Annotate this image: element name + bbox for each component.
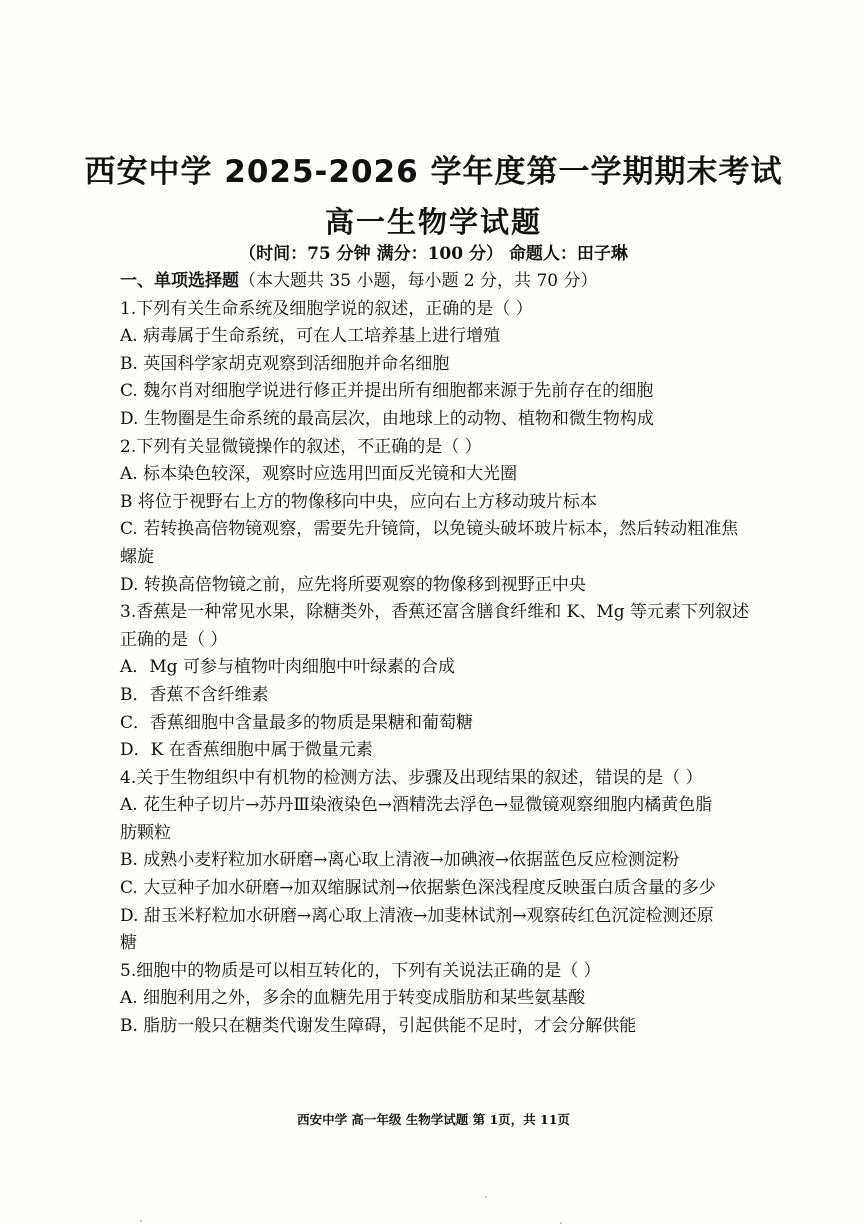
text-line: C. 大豆种子加水研磨→加双缩脲试剂→依据紫色深浅程度反映蛋白质含量的多少 bbox=[120, 878, 716, 899]
text-line: D. 生物圈是生命系统的最高层次，由地球上的动物、植物和微生物构成 bbox=[120, 408, 654, 429]
text-line: 螺旋 bbox=[120, 546, 154, 567]
text-line: 肪颗粒 bbox=[120, 822, 171, 843]
question-content bbox=[120, 268, 770, 1041]
text-line: 3.香蕉是一种常见水果，除糖类外，香蕉还富含膳食纤维和 K、Mg 等元素下列叙述 bbox=[120, 602, 750, 623]
text-line: 4.关于生物组织中有机物的检测方法、步骤及出现结果的叙述，错误的是（ ） bbox=[120, 767, 703, 788]
text-line: B 将位于视野右上方的物像移向中央，应向右上方移动玻片标本 bbox=[120, 491, 597, 512]
exam-subtitle: 高一生物学试题 bbox=[324, 205, 542, 239]
text-line: C. 若转换高倍物镜观察，需要先升镜筒，以免镜头破坏玻片标本，然后转动粗准焦 bbox=[120, 519, 739, 540]
text-line: D. 转换高倍物镜之前，应先将所要观察的物像移到视野正中央 bbox=[120, 574, 586, 595]
text-line: C．香蕉细胞中含量最多的物质是果糖和葡萄糖 bbox=[120, 712, 474, 733]
text-line: B. 英国科学家胡克观察到活细胞并命名细胞 bbox=[120, 353, 450, 374]
text-line: B. 成熟小麦籽粒加水研磨→离心取上清液→加碘液→依据蓝色反应检测淀粉 bbox=[120, 850, 680, 871]
text-line: A．Mg 可参与植物叶肉细胞中叶绿素的合成 bbox=[120, 657, 455, 678]
exam-title: 西安中学 2025-2026 学年度第一学期期末考试 bbox=[84, 154, 783, 190]
text-line: 正确的是（ ） bbox=[120, 629, 228, 650]
section-heading bbox=[120, 268, 770, 296]
section-heading-label: 一、单项选择题 bbox=[120, 271, 239, 291]
scan-speck bbox=[560, 1222, 562, 1224]
text-line: 2.下列有关显微镜操作的叙述，不正确的是（ ） bbox=[120, 436, 482, 457]
text-line: D．K 在香蕉细胞中属于微量元素 bbox=[120, 740, 373, 761]
text-line: A. 细胞利用之外，多余的血糖先用于转变成脂肪和某些氨基酸 bbox=[120, 988, 586, 1009]
text-line: A. 花生种子切片→苏丹Ⅲ染液染色→酒精洗去浮色→显微镜观察细胞内橘黄色脂 bbox=[120, 795, 713, 816]
text-line: 5.细胞中的物质是可以相互转化的，下列有关说法正确的是（ ） bbox=[120, 960, 601, 981]
page-footer: 西安中学 高一年级 生物学试题 第 1页，共 11页 bbox=[297, 1112, 570, 1127]
section-heading-note: （本大题共 35 小题，每小题 2 分，共 70 分） bbox=[239, 271, 598, 291]
text-line: D. 甜玉米籽粒加水研磨→离心取上清液→加斐林试剂→观察砖红色沉淀检测还原 bbox=[120, 905, 714, 926]
scan-speck bbox=[485, 1196, 487, 1198]
scan-speck bbox=[140, 1220, 142, 1222]
text-line: 糖 bbox=[120, 933, 137, 954]
text-line: C. 魏尔肖对细胞学说进行修正并提出所有细胞都来源于先前存在的细胞 bbox=[120, 381, 654, 402]
exam-meta: （时间：75 分钟 满分：100 分） 命题人：田子琳 bbox=[239, 244, 628, 264]
text-line: B．香蕉不含纤维素 bbox=[120, 684, 269, 705]
text-line: B. 脂肪一般只在糖类代谢发生障碍，引起供能不足时，才会分解供能 bbox=[120, 1016, 637, 1037]
text-line: A. 标本染色较深，观察时应选用凹面反光镜和大光圈 bbox=[120, 464, 518, 485]
text-line: 1.下列有关生命系统及细胞学说的叙述，正确的是（ ） bbox=[120, 298, 533, 319]
text-line: A. 病毒属于生命系统，可在人工培养基上进行增殖 bbox=[120, 326, 501, 347]
